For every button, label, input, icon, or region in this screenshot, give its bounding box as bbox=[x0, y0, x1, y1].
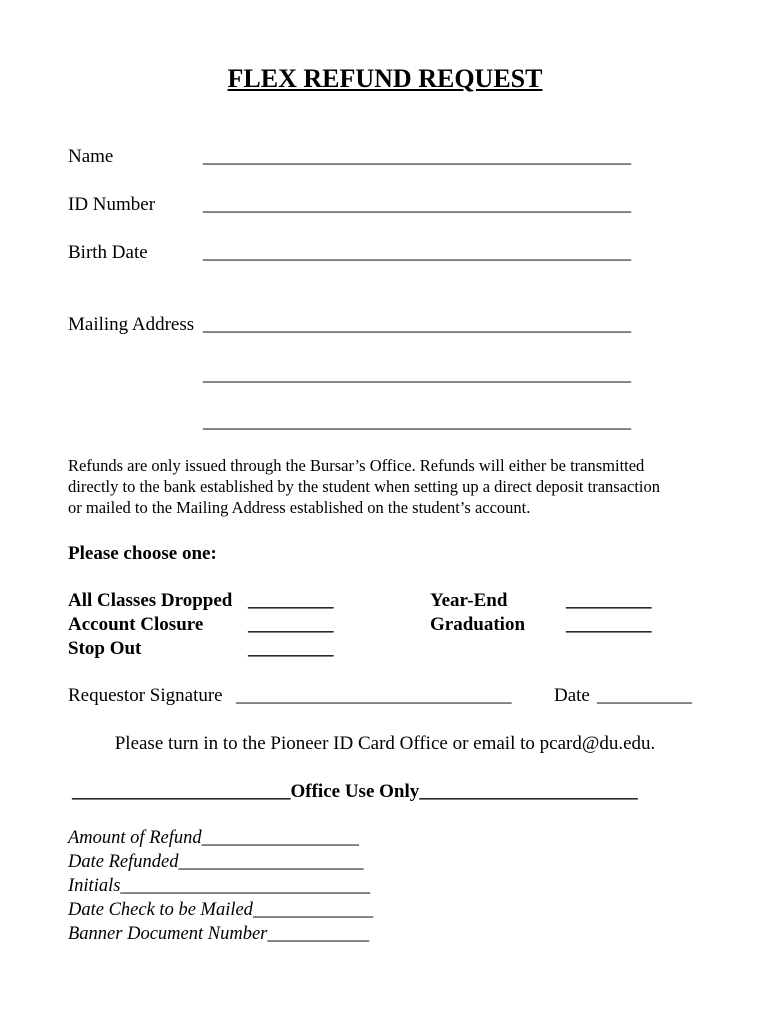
office-field-line[interactable]: ___________________________ bbox=[120, 876, 371, 896]
office-field-amount-of-refund[interactable] bbox=[68, 828, 359, 849]
mailing-address-field-2[interactable]: ______________________________________________ bbox=[203, 364, 631, 385]
choose-heading: Please choose one: bbox=[68, 543, 217, 564]
option-label-account-closure: Account Closure bbox=[68, 614, 204, 635]
option-line-all-classes-dropped[interactable]: _________ bbox=[248, 590, 334, 611]
option-line-account-closure[interactable]: _________ bbox=[248, 614, 334, 635]
office-field-initials[interactable] bbox=[68, 876, 370, 897]
requestor-signature-field[interactable]: _____________________________ bbox=[236, 685, 512, 706]
refund-notice bbox=[68, 455, 708, 518]
requestor-signature-label: Requestor Signature bbox=[68, 685, 223, 706]
office-field-line[interactable]: _____________ bbox=[252, 900, 374, 920]
office-field-date-check-mailed[interactable] bbox=[68, 900, 373, 921]
mailing-address-label: Mailing Address bbox=[68, 314, 195, 335]
id-number-label: ID Number bbox=[68, 194, 156, 215]
office-field-date-refunded[interactable] bbox=[68, 852, 363, 873]
option-label-year-end: Year-End bbox=[430, 590, 508, 611]
birth-date-field[interactable]: ______________________________________________ bbox=[203, 242, 631, 263]
office-use-heading bbox=[72, 781, 638, 803]
option-line-stop-out[interactable]: _________ bbox=[248, 638, 334, 659]
option-label-graduation: Graduation bbox=[430, 614, 526, 635]
mailing-address-field-3[interactable]: ______________________________________________ bbox=[203, 411, 631, 432]
office-field-line[interactable]: ____________________ bbox=[178, 852, 364, 872]
option-line-year-end[interactable]: _________ bbox=[566, 590, 652, 611]
id-number-field[interactable]: ______________________________________________ bbox=[203, 194, 631, 215]
mailing-address-field-1[interactable]: ______________________________________________ bbox=[203, 314, 631, 335]
office-field-label: Date Check to be Mailed bbox=[68, 900, 253, 920]
office-field-label: Initials bbox=[68, 876, 121, 896]
office-use-title: Office Use Only bbox=[290, 781, 420, 802]
option-label-all-classes-dropped: All Classes Dropped bbox=[68, 590, 233, 611]
date-label: Date bbox=[554, 685, 590, 706]
office-use-left-rule: _______________________ bbox=[72, 781, 291, 802]
name-field[interactable]: ______________________________________________ bbox=[203, 146, 631, 167]
name-label: Name bbox=[68, 146, 114, 167]
office-field-label: Amount of Refund bbox=[68, 828, 202, 848]
refund-notice-line: or mailed to the Mailing Address established on the student’s account. bbox=[68, 498, 531, 517]
office-field-banner-document-number[interactable] bbox=[68, 924, 369, 945]
office-use-right-rule: _______________________ bbox=[419, 781, 638, 802]
refund-notice-line: Refunds are only issued through the Bursar’s Office. Refunds will either be transmitted bbox=[68, 456, 645, 475]
page-title: FLEX REFUND REQUEST bbox=[227, 64, 543, 93]
birth-date-label: Birth Date bbox=[68, 242, 148, 263]
option-label-stop-out: Stop Out bbox=[68, 638, 142, 659]
date-field[interactable]: __________ bbox=[597, 685, 692, 706]
office-field-line[interactable]: _________________ bbox=[201, 828, 359, 848]
office-field-label: Banner Document Number bbox=[68, 924, 268, 944]
office-field-line[interactable]: ___________ bbox=[267, 924, 370, 944]
office-field-label: Date Refunded bbox=[68, 852, 179, 872]
refund-notice-line: directly to the bank established by the student when setting up a direct deposit transaction bbox=[68, 477, 661, 496]
turn-in-instructions: Please turn in to the Pioneer ID Card Office or email to pcard@du.edu. bbox=[114, 733, 656, 754]
option-line-graduation[interactable]: _________ bbox=[566, 614, 652, 635]
